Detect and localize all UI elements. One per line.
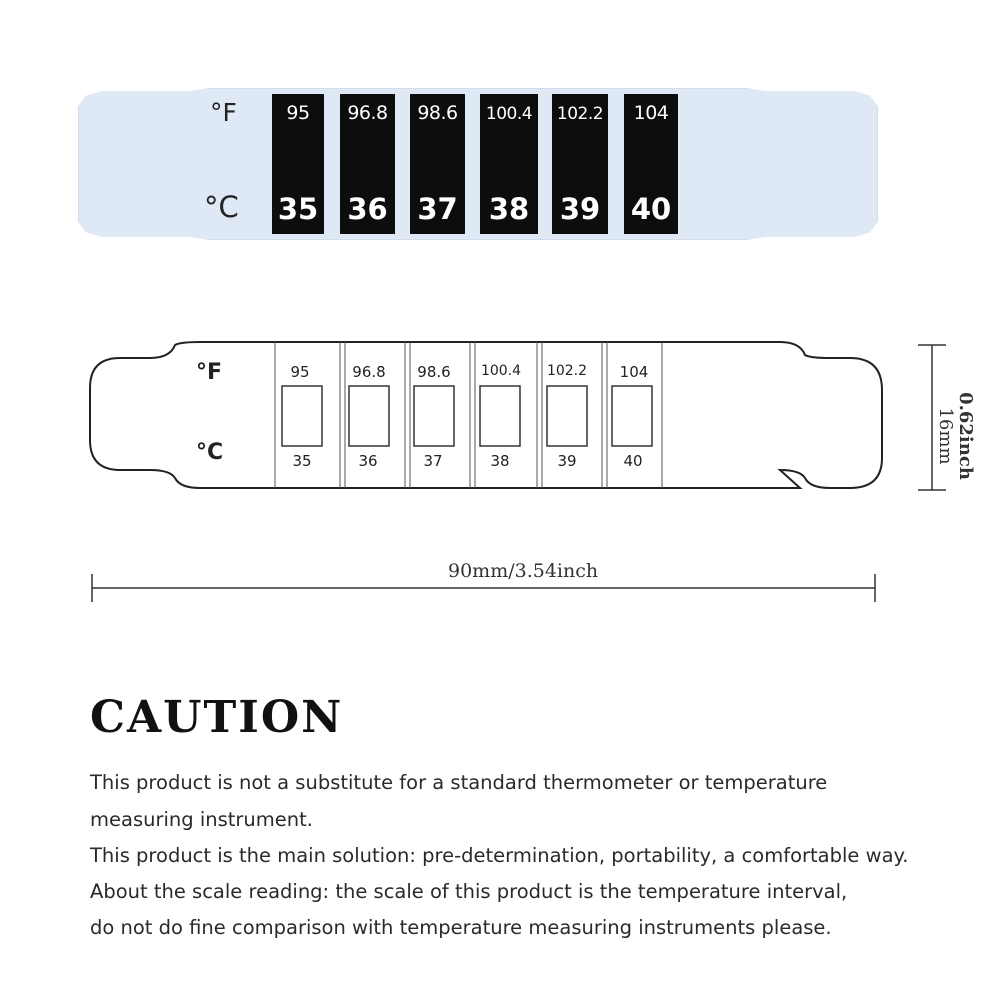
- height-dimension-inch: 0.62inch: [955, 392, 976, 480]
- photo-cell-celsius: 40: [630, 192, 672, 226]
- photo-cell-celsius: 36: [347, 192, 388, 226]
- diagram-cell-celsius: 38: [490, 452, 510, 470]
- diagram-cell-fahrenheit: 102.2: [546, 363, 588, 379]
- indicator-windows: [282, 386, 652, 446]
- caution-line: do not do fine comparison with temperature measuring instruments please.: [90, 916, 832, 939]
- diagram-cell-fahrenheit: 100.4: [480, 363, 522, 379]
- diagram-celsius-unit: °C: [196, 440, 224, 465]
- diagram-cell-celsius: 40: [623, 452, 643, 470]
- photo-cell-fahrenheit: 96.8: [347, 102, 388, 124]
- cell-dividers: [275, 342, 662, 488]
- photo-cell-fahrenheit: 98.6: [417, 102, 458, 124]
- caution-line: This product is not a substitute for a standard thermometer or temperature: [90, 771, 828, 794]
- caution-title: CAUTION: [90, 692, 344, 743]
- diagram-fahrenheit-unit: °F: [196, 360, 223, 385]
- photo-cell-fahrenheit: 104: [633, 102, 669, 124]
- diagram-cell-fahrenheit: 104: [619, 363, 649, 381]
- diagram-cell-celsius: 39: [557, 452, 577, 470]
- height-dimension-label: [935, 361, 975, 511]
- diagram-cell-fahrenheit: 95: [290, 363, 310, 381]
- photo-fahrenheit-unit: °F: [210, 98, 237, 127]
- diagram-cell-fahrenheit: 96.8: [352, 363, 386, 381]
- width-dimension-label: 90mm/3.54inch: [448, 560, 599, 582]
- caution-line: This product is the main solution: pre-determination, portability, a comfortable way.: [90, 844, 909, 867]
- photo-cell-celsius: 39: [559, 192, 601, 226]
- photo-cell-celsius: 38: [488, 192, 530, 226]
- diagram-cell-celsius: 36: [358, 452, 378, 470]
- caution-line: measuring instrument.: [90, 808, 313, 831]
- photo-cell-fahrenheit: 95: [286, 102, 310, 124]
- photo-cell-celsius: 35: [277, 192, 319, 226]
- photo-cell-fahrenheit: 100.4: [485, 104, 533, 124]
- diagram-cell-fahrenheit: 98.6: [417, 363, 451, 381]
- caution-line: About the scale reading: the scale of this product is the temperature interval,: [90, 880, 848, 903]
- photo-cell-fahrenheit: 102.2: [556, 104, 604, 124]
- photo-celsius-unit: °C: [204, 190, 239, 224]
- height-dimension-mm: 16mm: [935, 407, 956, 465]
- diagram-cell-celsius: 37: [423, 452, 443, 470]
- diagram-cell-celsius: 35: [292, 452, 312, 470]
- photo-cell-celsius: 37: [417, 192, 458, 226]
